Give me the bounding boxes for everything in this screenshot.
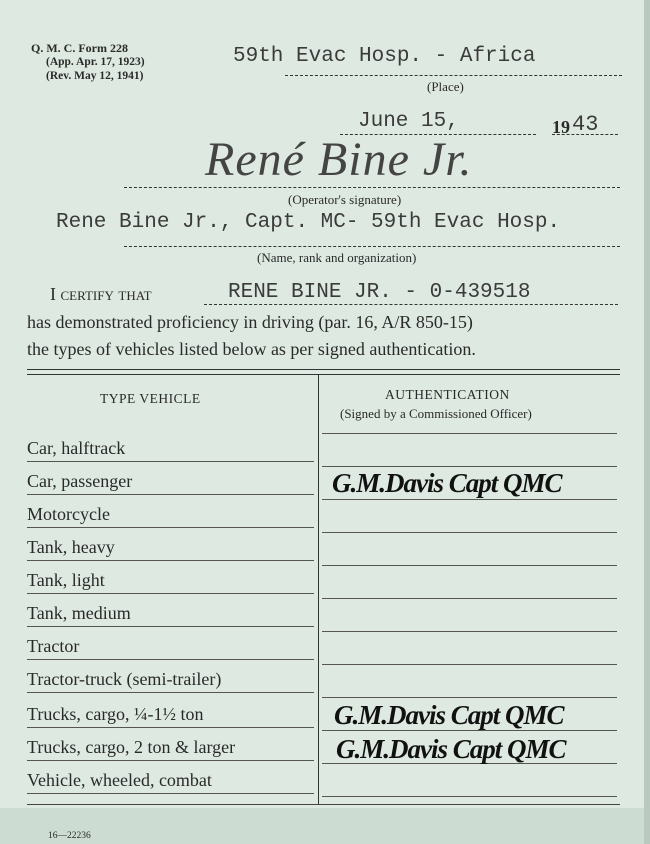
auth-row-rule: [322, 697, 617, 698]
auth-row-rule: [322, 466, 617, 467]
date-year-suffix: 43: [572, 112, 599, 137]
vehicle-type: Car, passenger: [27, 471, 133, 491]
form-approved-date: (App. Apr. 17, 1923): [46, 56, 145, 68]
vehicle-type: Trucks, cargo, 2 ton & larger: [27, 737, 236, 757]
date-month-day: June 15,: [358, 110, 459, 133]
row-rule: [27, 727, 314, 728]
place-value: 59th Evac Hosp. - Africa: [233, 45, 536, 68]
operator-signature-line: [124, 187, 620, 188]
form-revised-date: (Rev. May 12, 1941): [46, 70, 144, 82]
name-rank-caption: (Name, rank and organization): [257, 250, 417, 265]
auth-row-rule: [322, 499, 617, 500]
row-rule: [27, 692, 314, 693]
row-rule: [27, 494, 314, 495]
vehicle-type: Motorcycle: [27, 504, 110, 524]
header-authentication: AUTHENTICATION: [385, 387, 510, 402]
row-rule: [27, 626, 314, 627]
year-line: [552, 134, 618, 135]
card-bottom-strip: [0, 808, 644, 844]
auth-row-rule: [322, 433, 617, 434]
name-rank-line: [124, 246, 620, 247]
place-line: [285, 75, 622, 76]
vehicle-type: Tank, medium: [27, 603, 131, 623]
row-rule: [27, 593, 314, 594]
row-rule: [27, 659, 314, 660]
operator-signature-caption: (Operator's signature): [288, 192, 402, 207]
header-authentication-sub: (Signed by a Commissioned Officer): [340, 406, 532, 421]
auth-row-rule: [322, 796, 617, 797]
vehicle-type: Tank, heavy: [27, 537, 115, 557]
certified-operator-name: RENE BINE JR. - 0-439518: [228, 281, 531, 304]
vehicle-type: Tank, light: [27, 570, 105, 590]
vehicle-type: Vehicle, wheeled, combat: [27, 770, 212, 790]
row-rule: [27, 461, 314, 462]
table-bottom-rule: [27, 804, 620, 805]
auth-row-rule: [322, 565, 617, 566]
vehicle-type: Car, halftrack: [27, 438, 126, 458]
date-year-prefix: 19: [552, 117, 570, 137]
authentication-signature: G.M.Davis Capt QMC: [336, 734, 566, 764]
certify-prefix: I certify that: [50, 284, 152, 304]
authentication-signature: G.M.Davis Capt QMC: [334, 700, 564, 730]
authentication-signature: G.M.Davis Capt QMC: [332, 468, 562, 498]
form-number: Q. M. C. Form 228: [31, 41, 128, 55]
vehicle-type: Trucks, cargo, ¼-1½ ton: [27, 704, 204, 724]
table-column-divider: [318, 374, 319, 804]
row-rule: [27, 527, 314, 528]
table-top-rule-2: [27, 374, 620, 375]
auth-row-rule: [322, 532, 617, 533]
auth-row-rule: [322, 664, 617, 665]
header-type-vehicle: TYPE VEHICLE: [100, 391, 201, 406]
place-caption: (Place): [427, 79, 464, 94]
row-rule: [27, 760, 314, 761]
name-rank-value: Rene Bine Jr., Capt. MC- 59th Evac Hosp.: [56, 211, 561, 234]
form-print-code: 16—22236: [48, 831, 91, 841]
table-top-rule: [27, 369, 620, 370]
certify-statement-line2: has demonstrated proficiency in driving (par. 16, A/R 850-15): [27, 312, 473, 332]
vehicle-type: Tractor: [27, 636, 80, 656]
auth-row-rule: [322, 598, 617, 599]
auth-row-rule: [322, 631, 617, 632]
row-rule: [27, 793, 314, 794]
vehicle-type: Tractor-truck (semi-trailer): [27, 669, 222, 689]
operator-signature: René Bine Jr.: [205, 133, 473, 186]
row-rule: [27, 560, 314, 561]
certify-name-line: [204, 304, 618, 305]
certify-statement-line3: the types of vehicles listed below as per signed authentication.: [27, 339, 476, 359]
